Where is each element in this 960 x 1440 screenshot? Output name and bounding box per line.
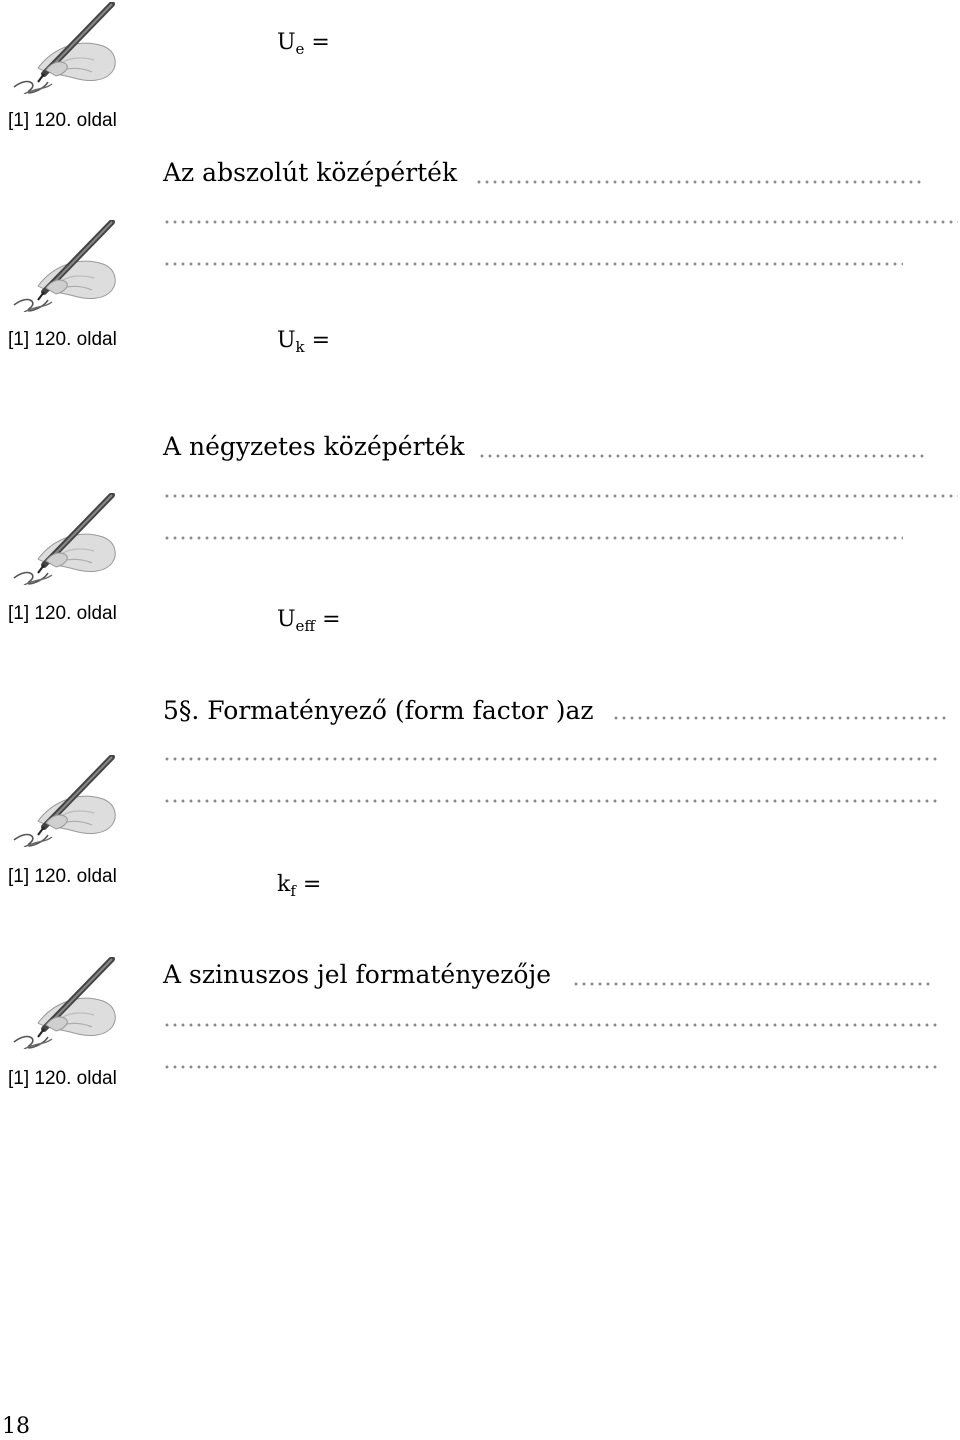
writing-hand-icon [8,220,118,312]
heading-rms: A négyzetes középérték [163,432,465,461]
dotted-fill-line [478,454,928,458]
writing-hand-icon [8,493,118,585]
formula-uk: $U_k$ = [277,328,331,356]
dotted-fill-line [163,757,938,761]
reference-label: [1] 120. oldal [8,329,117,350]
reference-label: [1] 120. oldal [8,866,117,887]
reference-label: [1] 120. oldal [8,603,117,624]
dotted-fill-line [163,494,958,498]
heading-sine-form-factor: A szinuszos jel formatényezője [163,960,552,989]
formula-kf: $k_f$ = [277,872,322,900]
heading-form-factor: 5§. Formatényező (form factor )az [163,696,594,725]
dotted-fill-line [572,982,930,986]
writing-hand-icon [8,2,118,94]
dotted-fill-line [163,536,903,540]
dotted-fill-line [612,716,947,720]
dotted-fill-line [163,262,903,266]
writing-hand-icon [8,957,118,1049]
dotted-fill-line [475,180,925,184]
reference-label: [1] 120. oldal [8,110,117,131]
formula-ue: $U_e$ = [277,30,330,58]
heading-absolute-mean: Az abszolút középérték [163,158,458,187]
writing-hand-icon [8,755,118,847]
reference-label: [1] 120. oldal [8,1068,117,1089]
dotted-fill-line [163,220,958,224]
page-number: 18 [2,1414,30,1439]
dotted-fill-line [163,799,938,803]
dotted-fill-line [163,1023,938,1027]
dotted-fill-line [163,1065,938,1069]
formula-ueff: $U_{eff}$ = [277,607,341,635]
